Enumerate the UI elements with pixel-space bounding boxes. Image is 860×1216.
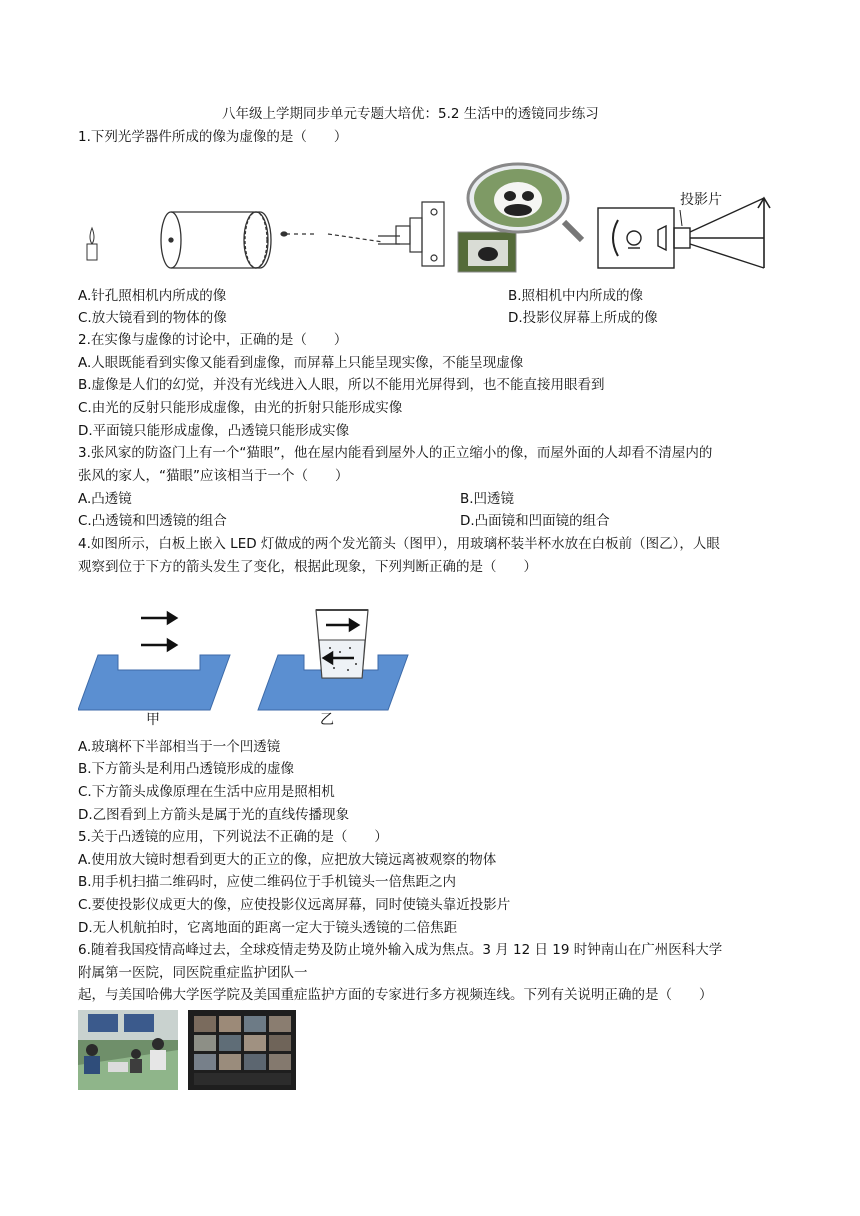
q1-option-c: C.放大镜看到的物体的像 [78, 310, 227, 326]
magnifier-icon [458, 164, 582, 272]
q3-option-d: D.凸面镜和凹面镜的组合 [460, 513, 610, 529]
q3-option-b: B.凹透镜 [460, 491, 515, 507]
arrow-icon [141, 613, 176, 650]
page-title: 八年级上学期同步单元专题大培优：5.2 生活中的透镜同步练习 [222, 106, 599, 122]
q2-option-d: D.平面镜只能形成虚像，凸透镜只能形成实像 [78, 423, 350, 439]
pinhole-camera-icon [161, 212, 271, 268]
q1-option-b: B.照相机中内所成的像 [508, 288, 644, 304]
question-6-stem-line2: 附属第一医院，同医院重症监护团队一 [78, 965, 308, 981]
q5-option-d: D.无人机航拍时，它离地面的距离一定大于镜头透镜的二倍焦距 [78, 920, 458, 936]
q4-arrow-figure [78, 600, 418, 730]
q4-option-b: B.下方箭头是利用凸透镜形成的虚像 [78, 761, 295, 777]
q1-optical-devices-figure [78, 160, 778, 280]
q3-option-c: C.凸透镜和凹透镜的组合 [78, 513, 227, 529]
q4-option-d: D.乙图看到上方箭头是属于光的直线传播现象 [78, 807, 350, 823]
q2-option-a: A.人眼既能看到实像又能看到虚像，而屏幕上只能呈现实像，不能呈现虚像 [78, 355, 524, 371]
q2-option-b: B.虚像是人们的幻觉，并没有光线进入人眼，所以不能用光屏得到，也不能直接用眼看到 [78, 377, 605, 393]
question-6-stem-line3: 起，与美国哈佛大学医学院及美国重症监护方面的专家进行多方视频连线。下列有关说明正确的是（ ） [78, 987, 713, 1003]
label-yi: 乙 [320, 712, 334, 728]
meeting-room-photo [78, 1010, 178, 1090]
question-6-stem-line1: 6.随着我国疫情高峰过去，全球疫情走势及防止境外输入成为焦点。3 月 12 日 19 时钟南山在广州医科大学 [78, 942, 723, 958]
q5-option-c: C.要使投影仪成更大的像，应使投影仪远离屏幕，同时使镜头靠近投影片 [78, 897, 511, 913]
question-3-stem-line2: 张风的家人，“猫眼”应该相当于一个（ ） [78, 468, 349, 484]
video-call-screen-photo [188, 1010, 296, 1090]
q4-option-a: A.玻璃杯下半部相当于一个凹透镜 [78, 739, 281, 755]
question-5-stem: 5.关于凸透镜的应用，下列说法不正确的是（ ） [78, 829, 388, 845]
question-3-stem-line1: 3.张风家的防盗门上有一个“猫眼”，他在屋内能看到屋外人的正立缩小的像，而屋外面的人却看不清屋内的 [78, 445, 713, 461]
question-1-stem: 1.下列光学器件所成的像为虚像的是（ ） [78, 129, 348, 145]
candle-icon [87, 228, 97, 260]
camera-icon [281, 202, 444, 266]
question-4-stem-line2: 观察到位于下方的箭头发生了变化，根据此现象，下列判断正确的是（ ） [78, 559, 537, 575]
q6-video-conference-photos [78, 1010, 296, 1090]
whiteboard-yi [258, 610, 408, 710]
label-jia: 甲 [146, 712, 160, 728]
q5-option-b: B.用手机扫描二维码时，应使二维码位于手机镜头一倍焦距之内 [78, 874, 457, 890]
q2-option-c: C.由光的反射只能形成虚像，由光的折射只能形成实像 [78, 400, 403, 416]
q1-option-d: D.投影仪屏幕上所成的像 [508, 310, 658, 326]
question-4-stem-line1: 4.如图所示，白板上嵌入 LED 灯做成的两个发光箭头（图甲），用玻璃杯装半杯水放在白板前（图乙），人眼 [78, 536, 720, 552]
q3-option-a: A.凸透镜 [78, 491, 132, 507]
q1-option-a: A.针孔照相机内所成的像 [78, 288, 227, 304]
projector-icon [598, 198, 770, 268]
whiteboard-jia [78, 613, 230, 710]
question-2-stem: 2.在实像与虚像的讨论中，正确的是（ ） [78, 332, 348, 348]
q5-option-a: A.使用放大镜时想看到更大的正立的像，应把放大镜远离被观察的物体 [78, 852, 497, 868]
projector-slide-label: 投影片 [680, 192, 722, 208]
q4-option-c: C.下方箭头成像原理在生活中应用是照相机 [78, 784, 335, 800]
